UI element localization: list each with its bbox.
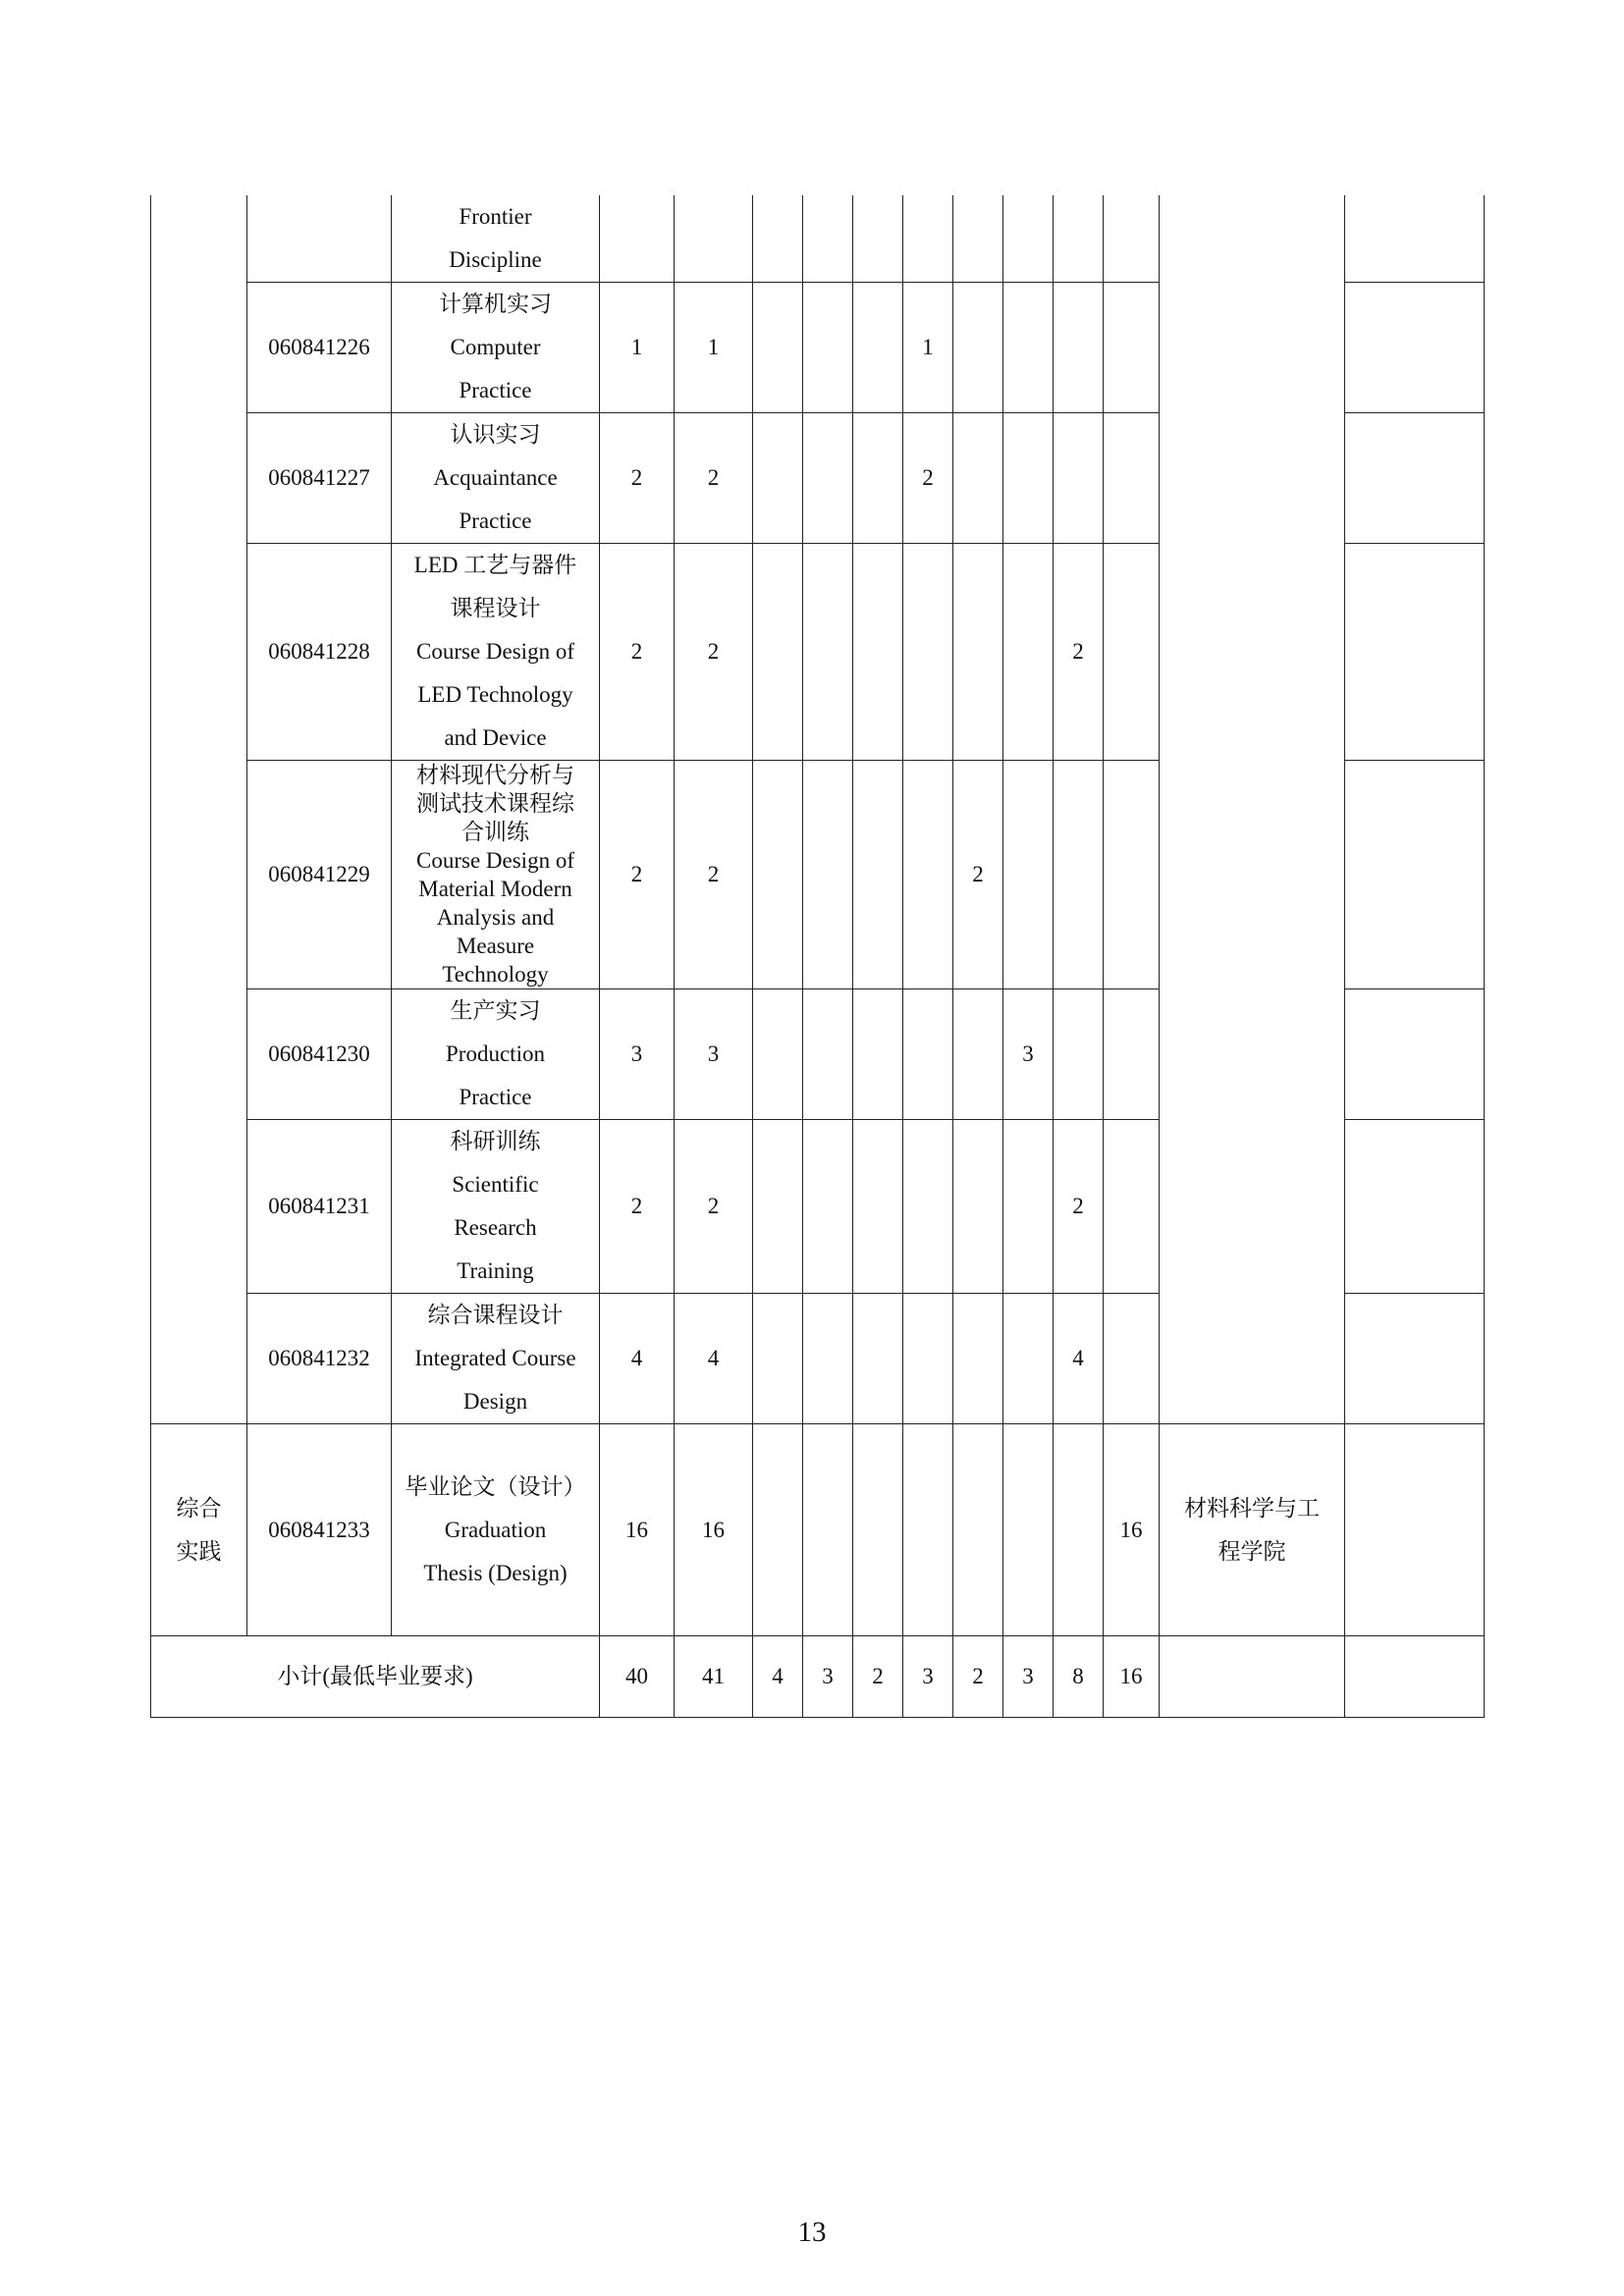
remarks-cell <box>1345 544 1485 761</box>
course-name-line: Discipline <box>449 247 542 272</box>
semester-cell-s1 <box>753 544 803 761</box>
subtotal-department-cell <box>1160 1636 1345 1718</box>
course-name-line: Graduation <box>444 1517 547 1542</box>
semester-cell-s6 <box>1003 283 1054 413</box>
course-name-line: Measure <box>456 934 535 958</box>
subtotal-body <box>151 1636 1485 1718</box>
subtotal-semester-cell-s5: 2 <box>953 1636 1003 1718</box>
semester-cell-s5 <box>953 413 1003 544</box>
semester-cell-s1 <box>753 1120 803 1294</box>
semester-cell-s5 <box>953 195 1003 283</box>
course-code-cell: 060841229 <box>247 761 392 989</box>
subtotal-semester-cell-s3: 2 <box>853 1636 903 1718</box>
semester-cell-s5 <box>953 1294 1003 1424</box>
course-name-cell <box>392 195 600 283</box>
course-name-cell <box>392 989 600 1120</box>
course-name-line: Practice <box>459 1085 532 1109</box>
semester-cell-s3 <box>853 761 903 989</box>
course-name-line: Practice <box>459 378 532 402</box>
semester-cell-s8 <box>1104 544 1160 761</box>
semester-cell-s4: 2 <box>903 413 953 544</box>
course-name-line: Thesis (Design) <box>423 1560 568 1585</box>
semester-cell-s2 <box>803 761 853 989</box>
semester-cell-s7 <box>1054 1424 1104 1636</box>
semester-cell-s3 <box>853 413 903 544</box>
semester-cell-s4 <box>903 989 953 1120</box>
course-code-cell: 060841233 <box>247 1424 392 1636</box>
course-name-cell <box>392 283 600 413</box>
semester-cell-s2 <box>803 195 853 283</box>
semester-cell-s2 <box>803 989 853 1120</box>
credits-cell: 2 <box>600 1120 675 1294</box>
semester-cell-s6 <box>1003 1424 1054 1636</box>
course-name-line: 生产实习 <box>450 998 541 1023</box>
remarks-cell <box>1345 761 1485 989</box>
course-name-cell <box>392 544 600 761</box>
subtotal-row <box>151 1636 1485 1718</box>
semester-cell-s7: 2 <box>1054 1120 1104 1294</box>
semester-cell-s8 <box>1104 761 1160 989</box>
semester-cell-s6: 3 <box>1003 989 1054 1120</box>
semester-cell-s7 <box>1054 195 1104 283</box>
semester-cell-s7 <box>1054 413 1104 544</box>
semester-cell-s1 <box>753 283 803 413</box>
remarks-cell <box>1345 195 1485 283</box>
subtotal-hours-cell: 41 <box>675 1636 753 1718</box>
subtotal-semester-cell-s4: 3 <box>903 1636 953 1718</box>
subtotal-remarks-cell <box>1345 1636 1485 1718</box>
semester-cell-s1 <box>753 1424 803 1636</box>
semester-cell-s7 <box>1054 761 1104 989</box>
category-line: 综合 <box>176 1495 222 1521</box>
semester-cell-s7 <box>1054 283 1104 413</box>
semester-cell-s4 <box>903 761 953 989</box>
category-cell <box>151 1424 247 1636</box>
course-name-line: Material Modern <box>418 877 572 901</box>
credits-cell: 16 <box>600 1424 675 1636</box>
subtotal-semester-cell-s1: 4 <box>753 1636 803 1718</box>
course-name-line: LED 工艺与器件 <box>413 553 577 577</box>
credits-cell: 1 <box>600 283 675 413</box>
course-name-cell <box>392 1120 600 1294</box>
course-code-cell: 060841226 <box>247 283 392 413</box>
semester-cell-s4: 1 <box>903 283 953 413</box>
course-code-cell: 060841228 <box>247 544 392 761</box>
semester-cell-s2 <box>803 413 853 544</box>
course-name-line: Course Design of <box>416 639 574 664</box>
course-name-line: and Device <box>444 725 547 750</box>
course-name-line: 科研训练 <box>450 1129 541 1153</box>
course-name-line: 综合课程设计 <box>427 1303 564 1327</box>
course-name-line: Course Design of <box>416 848 574 873</box>
credits-cell: 2 <box>600 413 675 544</box>
hours-cell: 4 <box>675 1294 753 1424</box>
subtotal-label-cell: 小计(最低毕业要求) <box>151 1636 600 1718</box>
course-code-cell: 060841227 <box>247 413 392 544</box>
remarks-cell <box>1345 413 1485 544</box>
semester-cell-s5: 2 <box>953 761 1003 989</box>
semester-cell-s1 <box>753 761 803 989</box>
remarks-cell <box>1345 283 1485 413</box>
semester-cell-s1 <box>753 195 803 283</box>
course-name-line: LED Technology <box>417 682 573 707</box>
semester-cell-s4 <box>903 1294 953 1424</box>
course-name-line: Scientific <box>452 1172 539 1197</box>
hours-cell <box>675 195 753 283</box>
semester-cell-s7: 2 <box>1054 544 1104 761</box>
semester-cell-s4 <box>903 195 953 283</box>
semester-cell-s8: 16 <box>1104 1424 1160 1636</box>
semester-cell-s2 <box>803 1294 853 1424</box>
comprehensive-practice-row <box>151 1424 1485 1636</box>
semester-cell-s1 <box>753 413 803 544</box>
subtotal-semester-cell-s7: 8 <box>1054 1636 1104 1718</box>
semester-cell-s2 <box>803 1424 853 1636</box>
hours-cell: 3 <box>675 989 753 1120</box>
semester-cell-s3 <box>853 283 903 413</box>
category-cell <box>151 195 247 1424</box>
hours-cell: 2 <box>675 413 753 544</box>
semester-cell-s1 <box>753 1294 803 1424</box>
semester-cell-s1 <box>753 989 803 1120</box>
department-line: 程学院 <box>1218 1538 1286 1564</box>
semester-cell-s4 <box>903 1424 953 1636</box>
semester-cell-s8 <box>1104 989 1160 1120</box>
course-name-cell <box>392 1424 600 1636</box>
course-name-line: Technology <box>442 962 549 987</box>
course-name-line: Analysis and <box>436 905 555 930</box>
semester-cell-s4 <box>903 1120 953 1294</box>
remarks-cell <box>1345 1120 1485 1294</box>
course-name-cell <box>392 1294 600 1424</box>
course-name-line: Training <box>457 1258 534 1283</box>
semester-cell-s5 <box>953 544 1003 761</box>
course-name-line: 合训练 <box>461 820 529 844</box>
subtotal-credits-cell: 40 <box>600 1636 675 1718</box>
category-line: 实践 <box>176 1538 222 1564</box>
subtotal-semester-cell-s6: 3 <box>1003 1636 1054 1718</box>
semester-cell-s6 <box>1003 761 1054 989</box>
department-cell <box>1160 1424 1345 1636</box>
course-name-line: Integrated Course <box>414 1346 576 1370</box>
semester-cell-s4 <box>903 544 953 761</box>
course-table-body <box>151 195 1485 1424</box>
semester-cell-s5 <box>953 1424 1003 1636</box>
semester-cell-s6 <box>1003 195 1054 283</box>
course-name-line: 毕业论文（设计） <box>405 1473 586 1499</box>
semester-cell-s2 <box>803 283 853 413</box>
course-name-line: Practice <box>459 508 532 533</box>
semester-cell-s3 <box>853 544 903 761</box>
course-name-line: Design <box>462 1389 528 1414</box>
department-line: 材料科学与工 <box>1184 1495 1320 1521</box>
course-code-cell: 060841231 <box>247 1120 392 1294</box>
semester-cell-s8 <box>1104 1294 1160 1424</box>
semester-cell-s7: 4 <box>1054 1294 1104 1424</box>
semester-cell-s6 <box>1003 1294 1054 1424</box>
course-name-line: Research <box>454 1215 537 1240</box>
hours-cell: 2 <box>675 544 753 761</box>
remarks-cell <box>1345 1424 1485 1636</box>
remarks-cell <box>1345 989 1485 1120</box>
comprehensive-practice-body <box>151 1424 1485 1636</box>
credits-cell <box>600 195 675 283</box>
semester-cell-s3 <box>853 1424 903 1636</box>
semester-cell-s3 <box>853 1120 903 1294</box>
semester-cell-s2 <box>803 1120 853 1294</box>
course-name-line: 材料现代分析与 <box>416 763 574 787</box>
semester-cell-s6 <box>1003 1120 1054 1294</box>
semester-cell-s6 <box>1003 413 1054 544</box>
remarks-cell <box>1345 1294 1485 1424</box>
course-name-line: 课程设计 <box>450 596 541 620</box>
course-name-line: 测试技术课程综 <box>416 791 574 816</box>
course-name-cell <box>392 761 600 989</box>
semester-cell-s5 <box>953 1120 1003 1294</box>
hours-cell: 1 <box>675 283 753 413</box>
credits-cell: 3 <box>600 989 675 1120</box>
semester-cell-s6 <box>1003 544 1054 761</box>
course-row <box>151 195 1485 283</box>
course-name-line: Computer <box>450 335 541 359</box>
course-name-cell <box>392 413 600 544</box>
hours-cell: 16 <box>675 1424 753 1636</box>
semester-cell-s2 <box>803 544 853 761</box>
credits-cell: 2 <box>600 544 675 761</box>
semester-cell-s8 <box>1104 195 1160 283</box>
semester-cell-s8 <box>1104 413 1160 544</box>
semester-cell-s3 <box>853 195 903 283</box>
credits-cell: 2 <box>600 761 675 989</box>
semester-cell-s8 <box>1104 283 1160 413</box>
course-name-line: 计算机实习 <box>439 292 552 316</box>
semester-cell-s5 <box>953 989 1003 1120</box>
semester-cell-s3 <box>853 989 903 1120</box>
course-code-cell: 060841230 <box>247 989 392 1120</box>
subtotal-semester-cell-s8: 16 <box>1104 1636 1160 1718</box>
course-name-line: 认识实习 <box>450 422 541 447</box>
semester-cell-s8 <box>1104 1120 1160 1294</box>
credits-cell: 4 <box>600 1294 675 1424</box>
subtotal-semester-cell-s2: 3 <box>803 1636 853 1718</box>
course-code-cell <box>247 195 392 283</box>
course-name-line: Production <box>446 1041 545 1066</box>
hours-cell: 2 <box>675 761 753 989</box>
semester-cell-s5 <box>953 283 1003 413</box>
course-name-line: Frontier <box>459 204 532 229</box>
course-name-line: Acquaintance <box>433 465 558 490</box>
course-code-cell: 060841232 <box>247 1294 392 1424</box>
hours-cell: 2 <box>675 1120 753 1294</box>
page-number: 13 <box>797 2216 827 2248</box>
semester-cell-s7 <box>1054 989 1104 1120</box>
curriculum-table <box>150 195 1485 1718</box>
semester-cell-s3 <box>853 1294 903 1424</box>
department-cell <box>1160 195 1345 1424</box>
